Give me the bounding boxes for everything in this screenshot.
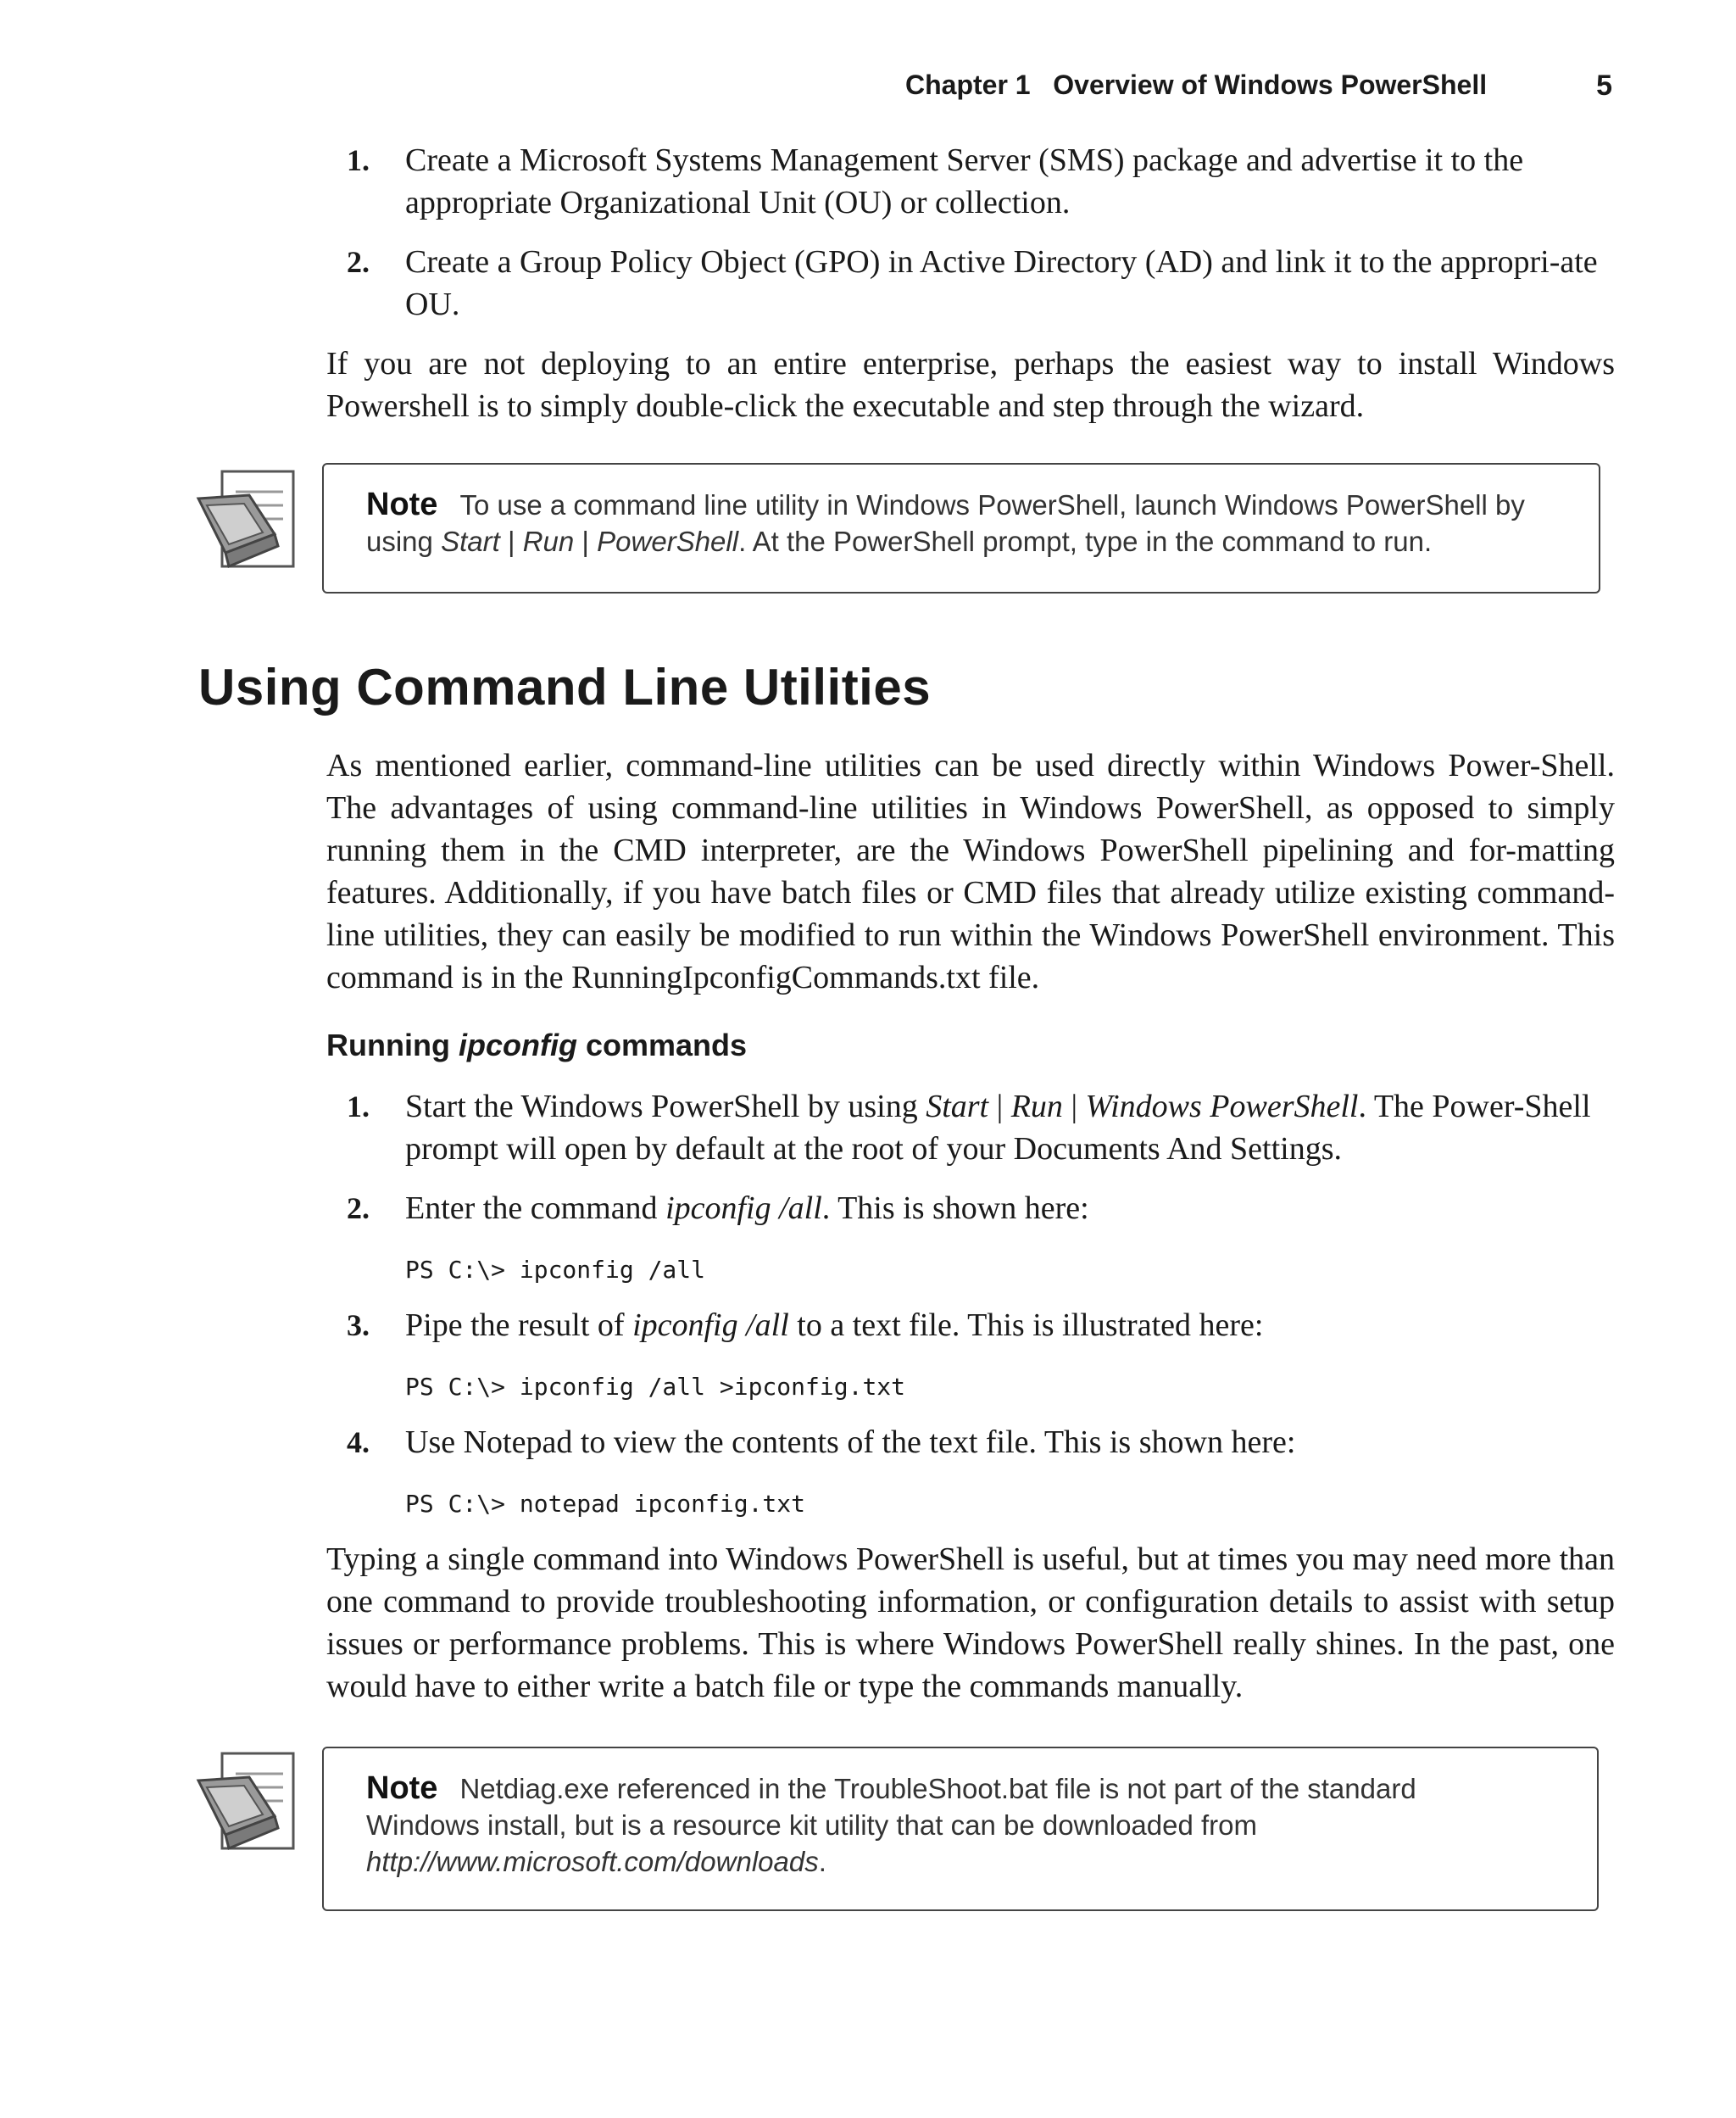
step-number: 3.	[347, 1308, 370, 1342]
note-label: Note	[366, 487, 438, 522]
inline-command: ipconfig /all	[632, 1307, 789, 1343]
step-text	[405, 1187, 1615, 1229]
step-text	[405, 1304, 1615, 1346]
menu-path-powershell: Windows PowerShell	[1085, 1089, 1359, 1124]
note-text	[366, 1770, 1485, 1880]
note-box	[322, 1747, 1599, 1911]
page-number: 5	[1596, 70, 1612, 102]
path-separator: |	[1071, 1089, 1078, 1124]
procedure-step	[326, 1421, 1615, 1463]
code-line: PS C:\> notepad ipconfig.txt	[405, 1490, 806, 1518]
note-document-icon	[193, 468, 298, 573]
note-text-part: .	[818, 1846, 826, 1877]
path-separator: |	[507, 526, 515, 557]
path-separator: |	[996, 1089, 1004, 1124]
note-text	[366, 487, 1556, 560]
list-text: Create a Group Policy Object (GPO) in Active Directory (AD) and link it to the appropri-ate OU.	[405, 244, 1598, 322]
step-text-part: Pipe the result of	[405, 1307, 625, 1343]
procedure-heading	[326, 1028, 747, 1063]
chapter-label: Chapter 1	[905, 70, 1031, 100]
menu-path-start: Start	[441, 526, 500, 557]
running-head	[899, 70, 1612, 107]
inline-command: ipconfig /all	[665, 1190, 822, 1226]
step-text-part: . This is shown here:	[821, 1190, 1089, 1226]
heading-part: commands	[585, 1028, 748, 1062]
intro-paragraph: If you are not deploying to an entire enterprise, perhaps the easiest way to install Windows Powershell is to simply double-click the executable and step through the wizard.	[326, 346, 1615, 424]
closing-paragraph: Typing a single command into Windows PowerShell is useful, but at times you may need more than one command to provide troubleshooting information, or configuration details to assist with setup issues or performance problems. This is where Windows PowerShell really shines. In the past, one would have to either write a batch file or type the commands manually.	[326, 1541, 1615, 1704]
step-text-part: . The Power-Shell prompt will open by default at the root of your Documents And Settings.	[405, 1089, 1591, 1167]
section-title: Using Command Line Utilities	[198, 659, 932, 716]
procedure-step	[326, 1187, 1615, 1229]
note-text-part: . At the PowerShell prompt, type in the command to run.	[738, 526, 1433, 557]
list-number: 2.	[347, 245, 370, 279]
list-item	[326, 241, 1615, 326]
menu-path-start: Start	[926, 1089, 989, 1124]
menu-path-run: Run	[522, 526, 575, 557]
step-number: 1.	[347, 1090, 370, 1123]
heading-part: Running	[326, 1028, 450, 1062]
menu-path-run: Run	[1010, 1089, 1063, 1124]
chapter-header	[905, 70, 1487, 101]
step-number: 4.	[347, 1425, 370, 1459]
note-box	[322, 463, 1600, 594]
step-text: Use Notepad to view the contents of the text file. This is shown here:	[405, 1424, 1296, 1460]
menu-path-powershell: PowerShell	[597, 526, 739, 557]
download-link[interactable]: http://www.microsoft.com/downloads	[366, 1846, 819, 1877]
chapter-title: Overview of Windows PowerShell	[1053, 70, 1488, 100]
step-text	[405, 1085, 1615, 1170]
code-line: PS C:\> ipconfig /all	[405, 1256, 706, 1284]
note-text-part: Netdiag.exe referenced in the TroubleShoot.bat file is not part of the standard Windows install, but is a resource kit utility that can be downloaded from	[366, 1773, 1416, 1841]
step-number: 2.	[347, 1191, 370, 1225]
step-text-part: Start the Windows PowerShell by using	[405, 1089, 918, 1124]
heading-command: ipconfig	[458, 1028, 577, 1062]
note-label: Note	[366, 1770, 438, 1806]
list-number: 1.	[347, 143, 370, 177]
list-text: Create a Microsoft Systems Management Server (SMS) package and advertise it to the appropriate Organizational Unit (OU) or collection.	[405, 142, 1524, 220]
section-paragraph: As mentioned earlier, command-line utilities can be used directly within Windows Power-Shell. The advantages of using command-line utilities in Windows PowerShell, as opposed to simply running them in the CMD interpreter, are the Windows PowerShell pipelining and for-matting features. Additionally, if you have batch files or CMD files that already utilize existing command-line utilities, they can easily be modified to run within the Windows PowerShell environment. This command is in the RunningIpconfigCommands.txt file.	[326, 748, 1615, 995]
path-separator: |	[581, 526, 589, 557]
step-text-part: to a text file. This is illustrated here:	[797, 1307, 1264, 1343]
code-line: PS C:\> ipconfig /all >ipconfig.txt	[405, 1373, 906, 1401]
procedure-step	[326, 1304, 1615, 1346]
procedure-step	[326, 1085, 1615, 1170]
note-text-part: To use a command line utility in Windows PowerShell, launch Windows PowerShell by using	[366, 489, 1525, 557]
note-document-icon	[193, 1750, 298, 1855]
list-item	[326, 139, 1615, 224]
step-text-part: Enter the command	[405, 1190, 658, 1226]
